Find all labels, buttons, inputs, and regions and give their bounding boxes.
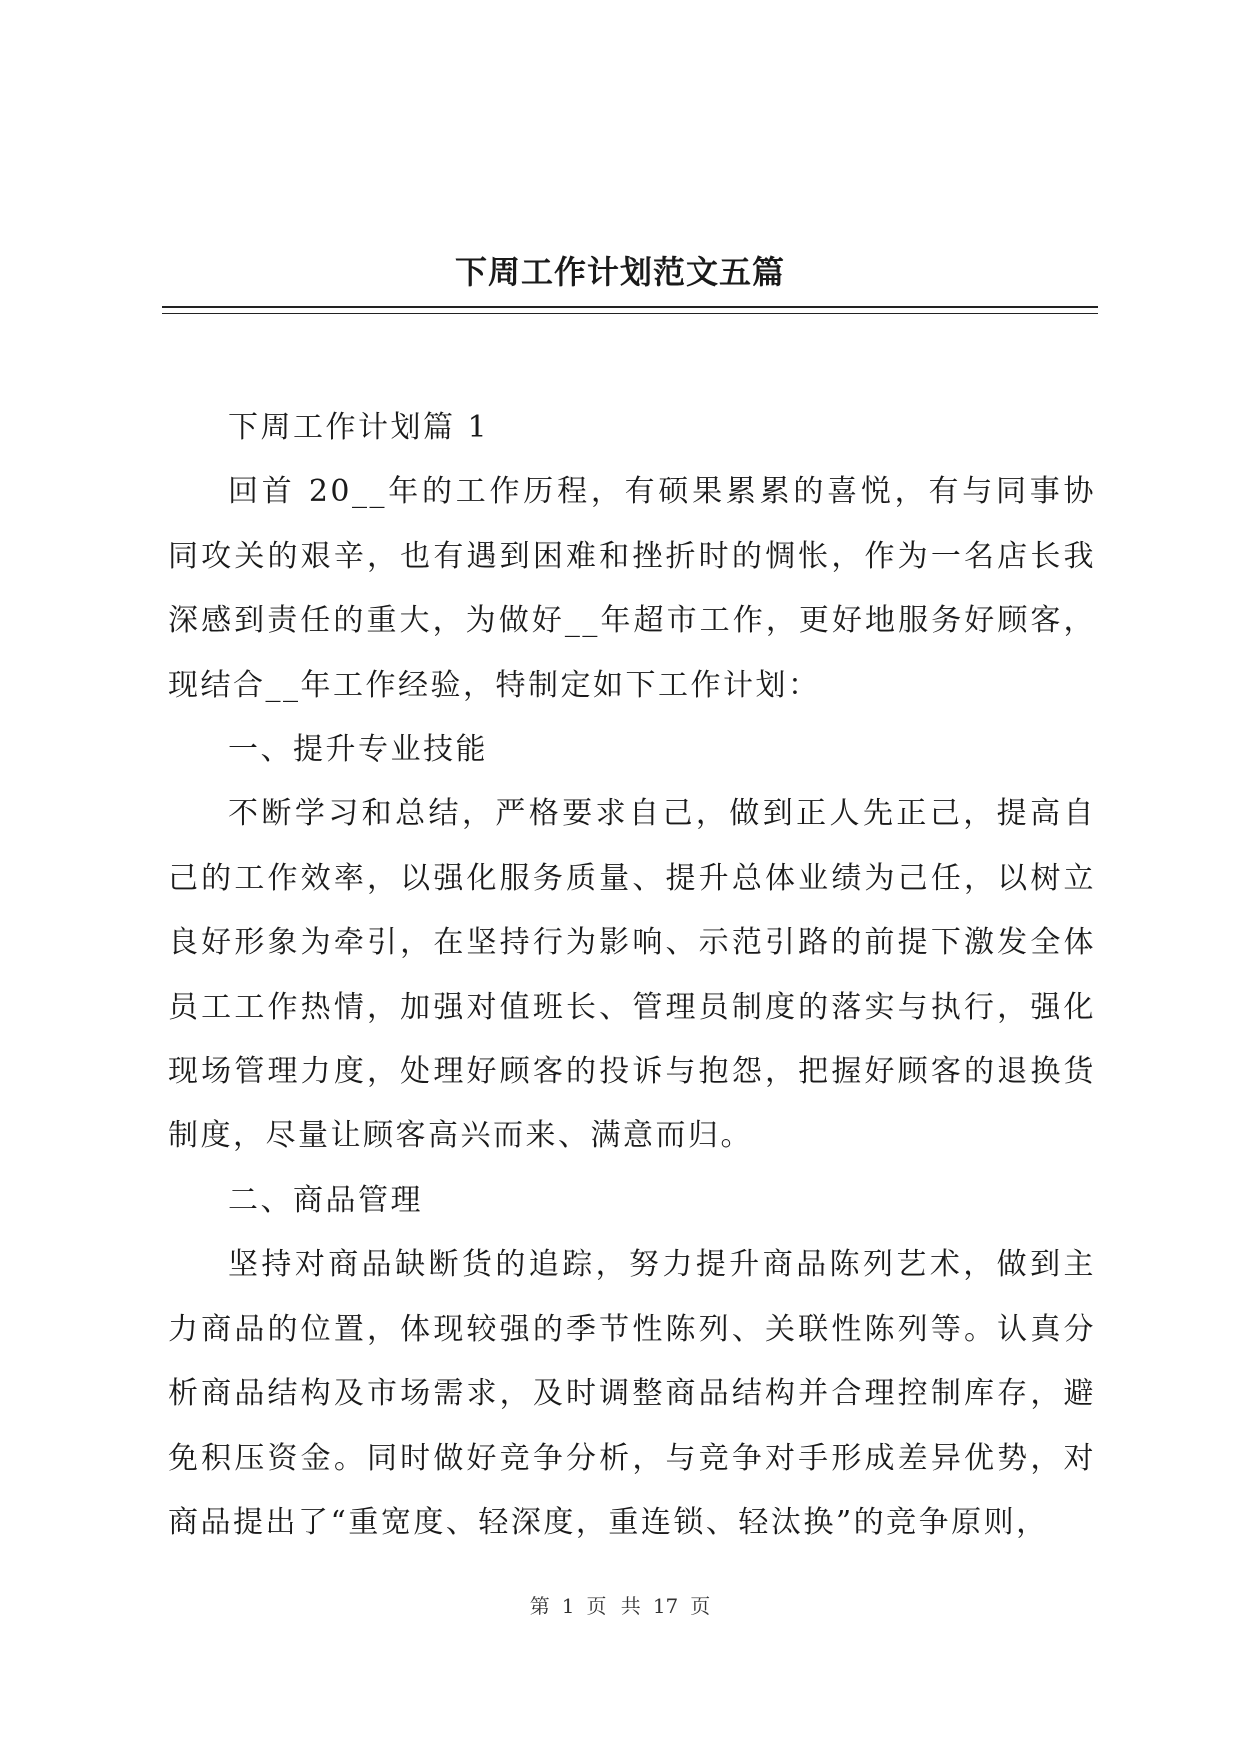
title-double-rule (162, 306, 1098, 314)
page-footer (0, 1590, 1240, 1619)
paragraph: 不断学习和总结，严格要求自己，做到正人先正己，提高自己的工作效率，以强化服务质量、提升总体业绩为己任，以树立良好形象为牵引，在坚持行为影响、示范引路的前提下激发全体员工工作热情，加强对值班长、管理员制度的落实与执行，强化现场管理力度，处理好顾客的投诉与抱怨，把握好顾客的退换货制度，尽量让顾客高兴而来、满意而归。 (168, 796, 1096, 1154)
footer-middle: 页 共 (586, 1594, 641, 1618)
footer-current-page: 1 (561, 1594, 575, 1618)
paragraph: 坚持对商品缺断货的追踪，努力提升商品陈列艺术，做到主力商品的位置，体现较强的季节性陈列、关联性陈列等。认真分析商品结构及市场需求，及时调整商品结构并合理控制库存，避免积压资金。同时做好竞争分析，与竞争对手形成差异优势，对商品提出了“重宽度、轻深度，重连锁、轻汰换”的竞争原则， (168, 1247, 1096, 1540)
section-heading: 二、商品管理 (228, 1182, 423, 1218)
document-title: 下周工作计划范文五篇 (454, 253, 785, 291)
section-heading: 下周工作计划篇 1 (228, 410, 490, 445)
footer-total-pages: 17 (652, 1594, 679, 1618)
footer-suffix: 页 (690, 1594, 711, 1618)
section-heading: 一、提升专业技能 (228, 732, 488, 768)
document-body (168, 396, 1096, 1555)
paragraph: 回首 20__年的工作历程，有硕果累累的喜悦，有与同事协同攻关的艰辛，也有遇到困难和挫折时的惆怅，作为一名店长我深感到责任的重大，为做好__年超市工作，更好地服务好顾客，现结合__年工作经验，特制定如下工作计划： (168, 474, 1096, 703)
footer-prefix: 第 (529, 1594, 550, 1618)
